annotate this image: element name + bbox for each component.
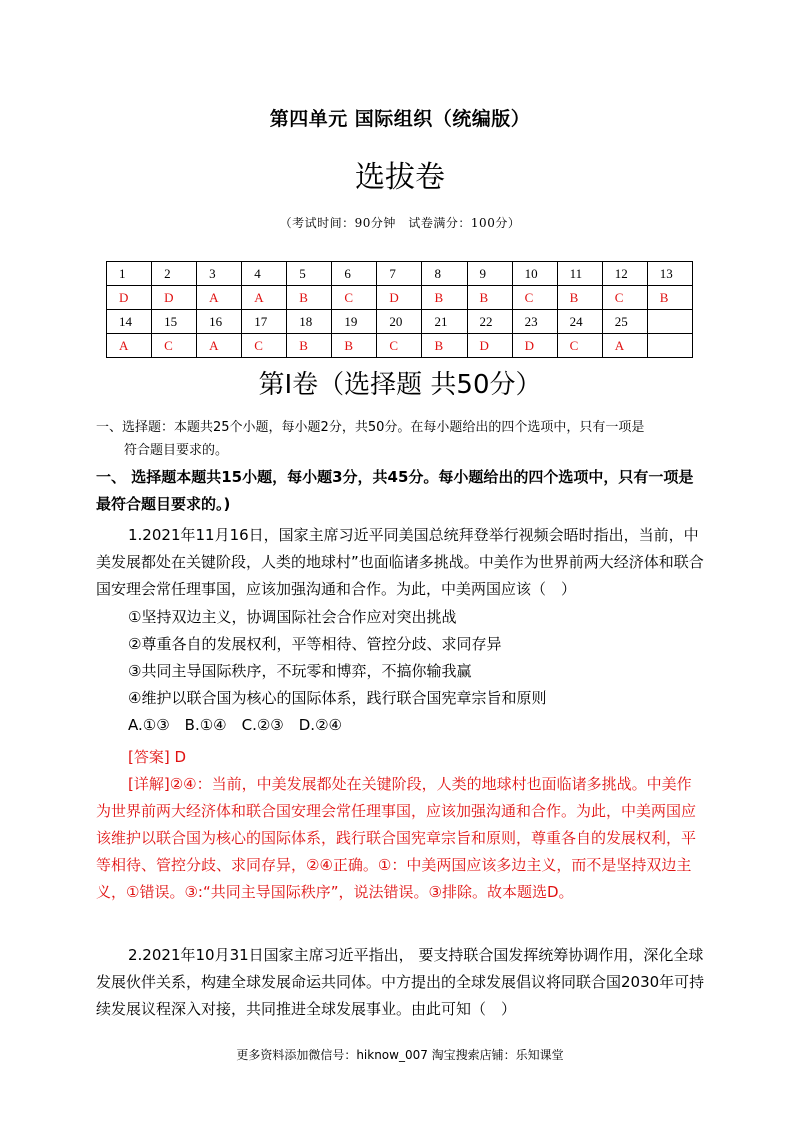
document-title: 第四单元 国际组织（统编版）: [269, 108, 531, 130]
answer-cell: C: [557, 334, 602, 358]
question-1-options: [96, 604, 706, 739]
answer-cell: A: [197, 286, 242, 310]
question-number-cell: 24: [557, 310, 602, 334]
question-1-option: ①坚持双边主义，协调国际社会合作应对突出挑战: [128, 608, 457, 626]
answer-cell: B: [332, 334, 377, 358]
answer-table: [106, 261, 693, 358]
instruction-line-1: 一、选择题：本题共25个小题，每小题2分，共50分。在每小题给出的四个选项中，只有一项是: [96, 420, 645, 435]
question-number-cell: 6: [332, 262, 377, 286]
question-number-cell: 11: [557, 262, 602, 286]
question-number-cell: 25: [602, 310, 647, 334]
answer-cell: C: [602, 286, 647, 310]
answer-cell: A: [602, 334, 647, 358]
document-subtitle: 选拔卷: [355, 160, 445, 195]
answer-cell: C: [377, 334, 422, 358]
answer-cell: D: [107, 286, 152, 310]
answer-cell: D: [377, 286, 422, 310]
answer-cell: C: [152, 334, 197, 358]
answer-cell: B: [647, 286, 692, 310]
answer-cell: B: [557, 286, 602, 310]
question-number-cell: 15: [152, 310, 197, 334]
question-number-cell: 14: [107, 310, 152, 334]
question-number-cell: 3: [197, 262, 242, 286]
question-number-cell: 12: [602, 262, 647, 286]
answer-cell: A: [242, 286, 287, 310]
answer-table-row-numbers-2: [107, 310, 693, 334]
answer-table-row-answers-2: [107, 334, 693, 358]
bold-instruction: 一、 选择题本题共15小题，每小题3分，共45分。每小题给出的四个选项中，只有一项是最符合题目要求的。): [96, 468, 694, 513]
footer-text: 更多资料添加微信号：hiknow_007 淘宝搜索店铺：乐知课堂: [236, 1048, 564, 1062]
answer-cell: D: [152, 286, 197, 310]
question-number-cell: 23: [512, 310, 557, 334]
answer-cell: A: [107, 334, 152, 358]
answer-cell: C: [242, 334, 287, 358]
answer-cell: B: [287, 334, 332, 358]
answer-table-row-numbers-1: [107, 262, 693, 286]
exam-info: （考试时间：90分钟 试卷满分：100分）: [279, 216, 521, 230]
answer-cell: D: [467, 334, 512, 358]
question-number-cell: 16: [197, 310, 242, 334]
question-number-cell: 19: [332, 310, 377, 334]
question-number-cell: [647, 310, 692, 334]
question-number-cell: 21: [422, 310, 467, 334]
question-number-cell: 9: [467, 262, 512, 286]
question-number-cell: 20: [377, 310, 422, 334]
instruction-line-2: 符合题目要求的。: [124, 443, 229, 458]
question-1-detail: [详解]②④：当前，中美发展都处在关键阶段，人类的地球村也面临诸多挑战。中美作为世界前两大经济体和联合国安理会常任理事国，应该加强沟通和合作。为此，中美两国应该维护以联合国为核心的国际体系，践行联合国宪章宗旨和原则，尊重各自的发展权利，平等相待、管控分歧、求同存异，②④正确。①：中美两国应该多边主义，而不是坚持双边主义，①错误。③:“共同主导国际秩序”，说法错误。③排除。故本题选D。: [96, 775, 697, 901]
question-1-option: ②尊重各自的发展权利，平等相待、管控分歧、求同存异: [128, 635, 502, 653]
answer-cell: B: [287, 286, 332, 310]
question-number-cell: 2: [152, 262, 197, 286]
answer-cell: C: [332, 286, 377, 310]
answer-cell: B: [467, 286, 512, 310]
question-number-cell: 18: [287, 310, 332, 334]
question-number-cell: 1: [107, 262, 152, 286]
question-1-choices: A.①③ B.①④ C.②③ D.②④: [128, 716, 342, 734]
question-number-cell: 4: [242, 262, 287, 286]
answer-cell: B: [422, 286, 467, 310]
answer-cell: A: [197, 334, 242, 358]
answer-cell: [647, 334, 692, 358]
question-number-cell: 5: [287, 262, 332, 286]
question-number-cell: 10: [512, 262, 557, 286]
question-number-cell: 17: [242, 310, 287, 334]
answer-cell: B: [422, 334, 467, 358]
section-title: 第I卷（选择题 共50分）: [258, 370, 542, 400]
question-1-answer: [答案] D: [128, 748, 187, 766]
answer-cell: D: [512, 334, 557, 358]
section-instruction: [96, 416, 706, 462]
answer-table-row-answers-1: [107, 286, 693, 310]
question-number-cell: 7: [377, 262, 422, 286]
answer-cell: C: [512, 286, 557, 310]
question-1-option: ③共同主导国际秩序，不玩零和博弈，不搞你输我赢: [128, 662, 472, 680]
question-number-cell: 8: [422, 262, 467, 286]
question-number-cell: 22: [467, 310, 512, 334]
question-1-stem: 1.2021年11月16日，国家主席习近平同美国总统拜登举行视频会晤时指出，当前，中美发展都处在关键阶段，人类的地球村”也面临诸多挑战。中美作为世界前两大经济体和联合国安理会常任理事国，应该加强沟通和合作。为此，中美两国应该（ ）: [96, 526, 704, 598]
question-number-cell: 13: [647, 262, 692, 286]
question-2-stem: 2.2021年10月31日国家主席习近平指出， 要支持联合国发挥统筹协调作用，深化全球发展伙伴关系，构建全球发展命运共同体。中方提出的全球发展倡议将同联合国2030年可持续发展议程深入对接，共同推进全球发展事业。由此可知（ ）: [96, 946, 705, 1018]
question-1-option: ④维护以联合国为核心的国际体系，践行联合国宪章宗旨和原则: [128, 689, 547, 707]
